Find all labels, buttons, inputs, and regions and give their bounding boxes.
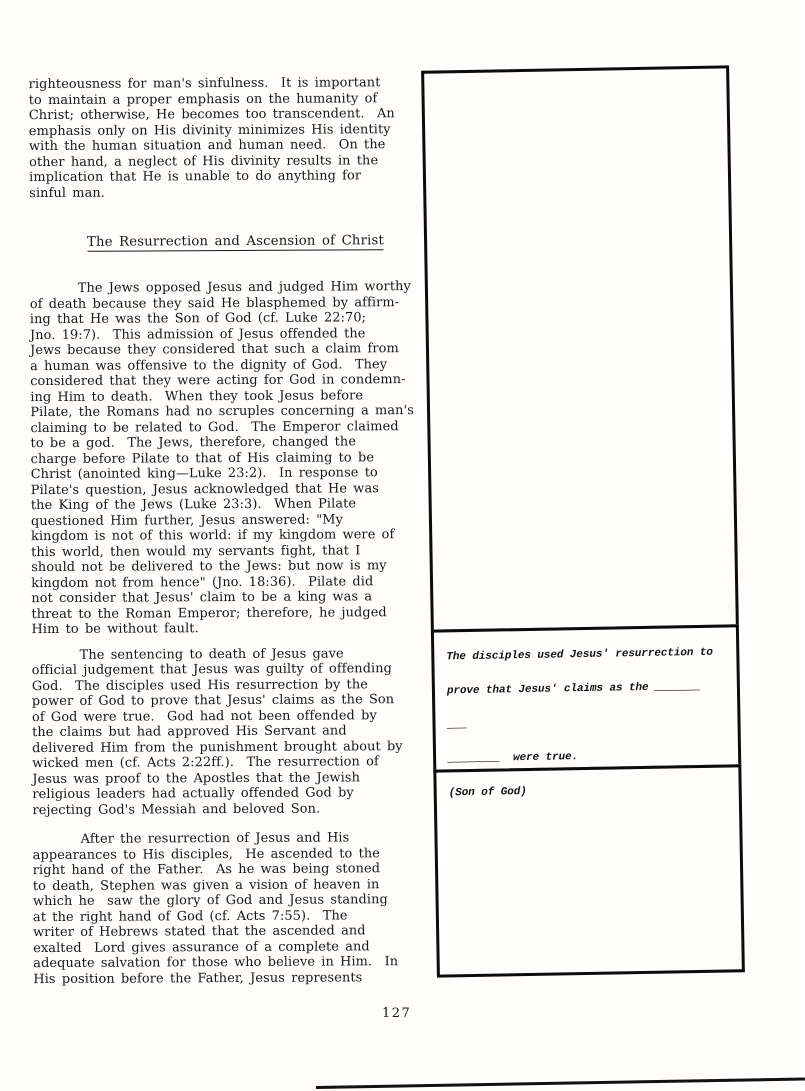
exercise-fill-in-prompt: The disciples used Jesus' resurrection to prove that Jesus' claims as the _______ ___ ________ were true. (446, 646, 713, 766)
body-paragraph-4: After the resurrection of Jesus and His appearances to His disciples, He ascended to the right hand of the Father. As he was being stoned to death, Stephen was given a vision of heaven in which he saw the glory of God and Jesus standing at the right hand of God (cf. Acts 7:55). The writer of Hebrews stated that the ascended and exalted Lord gives assurance of a complete and adequate salvation for those who believe in Him. In His position before the Father, Jesus represents (32, 830, 399, 987)
body-paragraph-3: The sentencing to death of Jesus gave official judgement that Jesus was guilty of offending God. The disciples used His resurrection by the power of God to prove that Jesus' claims as the Son of God were true. God had not been offended by the claims but had approved His Servant and delivered Him from the punishment brought about by wicked men (cf. Acts 2:22ff.). The resurrection of Jesus was proof to the Apostles that the Jewish religious leaders had actually offended God by rejecting God's Messiah and beloved Son. (31, 645, 403, 818)
body-paragraph-2: The Jews opposed Jesus and judged Him worthy of death because they said He blasphemed by affirm- ing that He was the Son of God (cf. Luke 22:70; Jno. 19:7). This admission of Jesus offended the Jews because they considered that such a claim from a human was offensive to the dignity of God. They considered that they were acting for God in condemn- ing Him to death. When they took Jesus before Pilate, the Romans had no scruples concerning a man's claiming to be related to God. The Emperor claimed to be a god. The Jews, therefore, changed the charge before Pilate to that of His claiming to be Christ (anointed king—Luke 23:2). In response to Pilate's question, Jesus acknowledged that He was the King of the Jews (Luke 23:3). When Pilate questioned Him further, Jesus answered: "My kingdom is not of this world: if my kingdom were of this world, then would my servants fight, that I should not be delivered to the Jews: but now is my kingdom not from hence" (Jno. 18:36). Pilate did not consider that Jesus' claim to be a king was a threat to the Roman Emperor; therefore, he judged Him to be without fault. (29, 279, 414, 638)
exercise-box (431, 624, 741, 800)
section-heading-text: The Resurrection and Ascension of Christ (86, 233, 385, 250)
page-bottom-rule (316, 1077, 805, 1089)
answer-column (421, 65, 745, 977)
section-heading (29, 233, 441, 251)
body-paragraph-1: righteousness for man's sinfulness. It is important to maintain a proper emphasis on the humanity of Christ; otherwise, He becomes too transcendent. An emphasis only on His divinity minimizes His identity with the human situation and human need. On the other hand, a neglect of His divinity results in the implication that He is unable to do anything for sinful man. (28, 75, 395, 201)
exercise-answer: (Son of God) (448, 786, 527, 800)
empty-answer-box-top (421, 65, 739, 632)
body-text-column (29, 75, 446, 987)
page-number: 127 (382, 1006, 412, 1021)
